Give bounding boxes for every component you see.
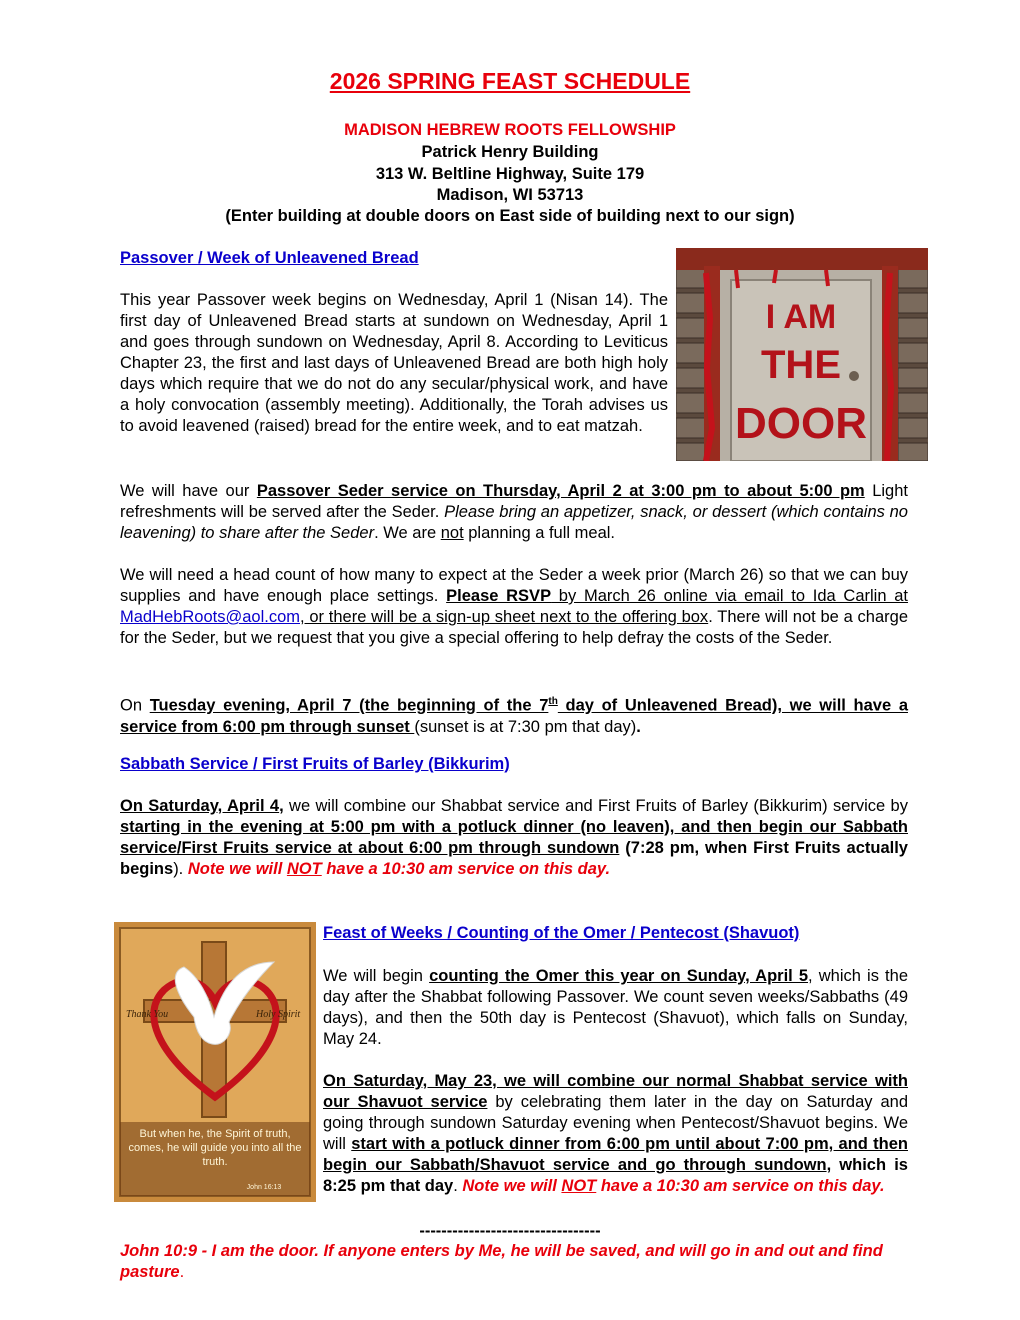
- headcount-paragraph: [120, 565, 908, 649]
- verse-end: .: [179, 1263, 185, 1281]
- shavuot-text: by celebrating them later in the day on Saturday and going through sundown Saturday evening when Pentecost/Shavuot begins. We will: [323, 1093, 909, 1153]
- tuesday-bold-1: Tuesday evening, April 7 (the beginning of the 7: [149, 696, 549, 715]
- seder-not: not: [440, 524, 464, 542]
- verse-text: John 10:9 - I am the door. If anyone enters by Me, he will be saved, and will go in and out and find pasture: [120, 1242, 883, 1281]
- building-name: Patrick Henry Building: [421, 143, 599, 161]
- sabbath-note-1: Note we will: [187, 860, 287, 878]
- org-name: MADISON HEBREW ROOTS FELLOWSHIP: [344, 121, 676, 139]
- seder-paragraph: [120, 481, 908, 544]
- dove-right-text: Holy Spirit: [256, 1009, 301, 1020]
- sabbath-date: On Saturday, April 4: [120, 797, 280, 815]
- sabbath-text-1: we will combine our Shabbat service and First Fruits of Barley (Bikkurim) service by: [283, 797, 908, 815]
- tuesday-end: .: [636, 717, 641, 736]
- passover-intro: This year Passover week begins on Wednesday, April 1 (Nisan 14). The first day of Unleavened Bread starts at sundown on Wednesday, April 1 and goes through sundown on Wednesday, April 8. According to Leviticus Chapter 23, the first and last days of Unleavened Bread are both high holy days which require that we do not do any secular/physical work, and have a holy convocation (assembly meeting). Additionally, the Torah advises us to avoid leavened (raised) bread for the entire week, and to eat matzah.: [120, 291, 668, 435]
- signup-sheet-note: , or there will be a sign-up sheet next to the offering box: [300, 608, 709, 626]
- passover-heading: Passover / Week of Unleavened Bread: [120, 249, 419, 267]
- seder-tail-1: . We are: [374, 524, 441, 542]
- entry-note: (Enter building at double doors on East side of building next to our sign): [225, 207, 795, 225]
- sabbath-paragraph: [120, 796, 908, 880]
- sabbath-comma: ,: [279, 797, 284, 815]
- sabbath-text-2: ).: [173, 860, 188, 878]
- shavuot-note-1: Note we will: [462, 1177, 562, 1195]
- dove-left-text: Thank You: [126, 1009, 169, 1020]
- shavuot-note-not: NOT: [561, 1177, 597, 1195]
- door-text-1: I AM: [765, 298, 837, 336]
- tuesday-sunset: (sunset is at 7:30 pm that day): [414, 717, 637, 736]
- tuesday-pre: On: [120, 696, 150, 715]
- page-title: 2026 SPRING FEAST SCHEDULE: [329, 68, 691, 94]
- shavuot-dot: .: [453, 1177, 463, 1195]
- omer-pre: We will begin: [323, 967, 430, 985]
- rsvp-details: by March 26 online via email to Ida Carlin at: [551, 587, 909, 605]
- omer-post: , which is the day after the Shabbat following Passover. We count seven weeks/Sabbaths (49 days), and then the 50th day is Pentecost (Shavuot), which falls on Sunday, May 24.: [323, 967, 908, 1048]
- divider-line: ---------------------------------: [419, 1222, 601, 1240]
- shavuot-sundown-time: , which is 8:25 pm that day: [323, 1156, 908, 1195]
- shavuot-heading: Feast of Weeks / Counting of the Omer / Pentecost (Shavuot): [323, 924, 800, 942]
- headcount-post: . There will not be a charge for the Seder, but we request that you give a special offering to help defray the costs of the Seder.: [120, 608, 908, 647]
- sabbath-first-fruits-time: (7:28 pm, when First Fruits actually begins: [120, 839, 908, 878]
- door-text-2: THE: [761, 343, 841, 387]
- rsvp-label: Please RSVP: [446, 587, 552, 605]
- headcount-pre: We will need a head count of how many to expect at the Seder a week prior (March 26) so that we can buy supplies and have enough place settings.: [120, 566, 908, 605]
- seder-time: Passover Seder service on Thursday, April 2 at 3:00 pm to about 5:00 pm: [256, 482, 865, 500]
- address-line-1: 313 W. Beltline Highway, Suite 179: [375, 165, 645, 183]
- sabbath-heading: Sabbath Service / First Fruits of Barley (Bikkurim): [120, 755, 510, 773]
- shavuot-service-paragraph: [323, 1071, 908, 1197]
- door-text-3: DOOR: [735, 399, 867, 448]
- shavuot-schedule: start with a potluck dinner from 6:00 pm until about 7:00 pm, and then begin our Sabbath/Shavuot service and go through sundown: [323, 1135, 908, 1174]
- shavuot-note-2: have a 10:30 am service on this day.: [596, 1177, 885, 1195]
- shavuot-combined-service: On Saturday, May 23, we will combine our normal Shabbat service with our Shavuot service: [323, 1072, 908, 1111]
- seder-bring-note: Please bring an appetizer, snack, or dessert (which contains no leavening) to share after the Seder: [120, 503, 908, 542]
- closing-verse: [120, 1241, 908, 1283]
- address-line-2: Madison, WI 53713: [436, 186, 584, 204]
- sabbath-note-not: NOT: [286, 860, 322, 878]
- sabbath-note-2: have a 10:30 am service on this day.: [321, 860, 611, 878]
- seder-pre: We will have our: [120, 482, 257, 500]
- omer-paragraph: [323, 966, 908, 1050]
- dove-image: [114, 922, 316, 1202]
- door-image: [676, 248, 928, 461]
- tuesday-paragraph: [120, 691, 908, 738]
- seder-refreshments: Light refreshments will be served after the Seder.: [120, 482, 908, 521]
- sabbath-schedule: starting in the evening at 5:00 pm with a potluck dinner (no leaven), and then begin our Sabbath service/First Fruits service at about 6:00 pm through sundown: [120, 818, 908, 857]
- dove-verse-text: But when he, the Spirit of truth, comes, he will guide you into all the truth.: [128, 1128, 302, 1168]
- omer-start-date: counting the Omer this year on Sunday, April 5: [429, 967, 809, 985]
- tuesday-bold-2: day of Unleavened Bread), we will have a service from 6:00 pm through sunset: [120, 696, 908, 736]
- tuesday-sup: th: [548, 696, 558, 707]
- seder-tail-2: planning a full meal.: [463, 524, 616, 542]
- email-link[interactable]: MadHebRoots@aol.com: [120, 608, 300, 626]
- dove-verse-ref: John 16:13: [246, 1184, 282, 1191]
